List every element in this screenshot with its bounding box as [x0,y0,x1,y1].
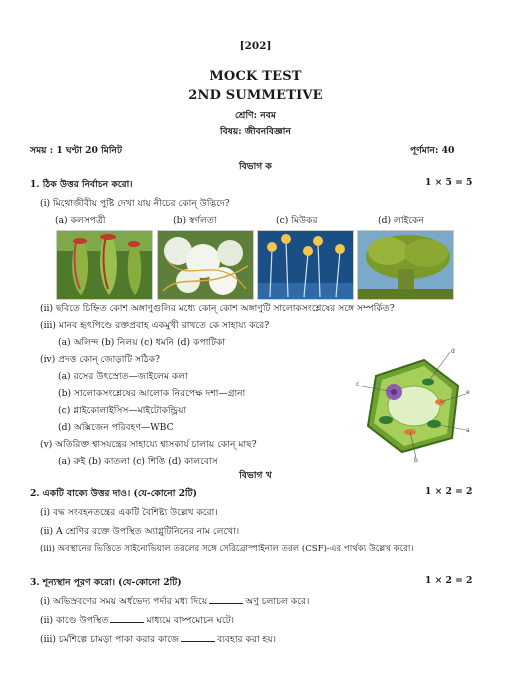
q2-text: একটি বাক্যে উত্তর দাও। (যে-কোনো 2টি) [42,488,197,499]
q1-item-iv: (iv) প্রদত্ত কোন্ জোড়াটি সঠিক? [40,354,160,365]
q3-item-ii: (ii) কাণ্ডে উপস্থিত মাধ্যমে বাষ্পমোচন ঘটে। [40,615,235,626]
time-label: সময় : 1 ঘণ্টা 20 মিনিট [30,145,122,156]
title-summative: 2ND SUMMETIVE [188,88,323,103]
q1-item-v: (v) অতিরিক্ত শ্বাসযন্ত্রের সাহায্যে শ্বাসকার্য চালায় কোন্ মাছ? [40,439,257,450]
q1iii-options: (a) অলিন্দ (b) নিলয় (c) ধমনি (d) কপাটিকা [58,337,226,348]
plant-cell-diagram [354,346,472,462]
q1v-options: (a) রুই (b) কাতলা (c) শিঙি (d) কালবোস [58,456,218,467]
fill-blank [181,633,215,642]
q1i-option-c: (c) মিউকর [276,215,318,226]
class-label: শ্রেণি: নবম [235,110,276,121]
section-b-heading: বিভাগ খ [239,470,272,481]
q2-number: 2. [30,488,40,499]
section-a-heading: বিভাগ ক [239,161,272,172]
cell-label-b: b [414,457,418,462]
full-marks: পূর্ণমান: 40 [410,145,455,156]
q1-item-iii: (iii) মানব হৃৎপিণ্ডে রক্তপ্রবাহ একমুখী রাখতে কে সাহায্য করে? [40,320,270,331]
q2-marks: 1 × 2 = 2 [425,486,473,497]
q1iv-option-a: (a) রসের উৎস্রোত—জাইলেম কলা [58,371,188,382]
title-mock-test: MOCK TEST [209,69,302,84]
lichen-photo [357,230,454,300]
q3-marks: 1 × 2 = 2 [425,575,473,586]
q3-text: শূন্যস্থান পূরণ করো। (যে-কোনো 2টি) [42,577,182,588]
q1-marks: 1 × 5 = 5 [425,177,473,188]
q1i-option-a: (a) কলসপত্রী [55,215,106,226]
q2-heading [30,486,197,501]
paper-code: [202] [239,40,272,52]
mucor-photo [257,230,354,300]
q1iv-option-b: (b) সালোকসংশ্লেষের আলোক নিরপেক্ষ দশা—গ্রানা [58,388,246,399]
q1i-option-b: (b) স্বর্ণলতা [173,215,217,226]
subject-label: বিষয়: জীবনবিজ্ঞান [220,126,291,137]
q1-text: ঠিক উত্তর নির্বাচন করো। [42,179,133,190]
q3-item-iii: (iii) চর্মশিল্পে চামড়া পাকা করার কাজে ব্যবহার করা হয়। [40,634,277,645]
q2-item-i: (i) বদ্ধ সংবহনতন্ত্রের একটি বৈশিষ্ট্য উল্লেখ করো। [40,507,218,518]
q1-item-i: (i) মিথোজীবীয় পুষ্টি দেখা যায় নীচের কোন্ উদ্ভিদে? [40,198,230,209]
q3-item-i: (i) অভিস্রবণের সময় অর্ধভেদ্য পর্দার মধ্য দিয়ে অণু চলাচল করে। [40,596,310,607]
pitcher-plant-photo [56,230,153,300]
cell-label-a: a [466,427,470,434]
fill-blank [209,595,243,604]
cell-label-d: d [451,348,455,355]
q3-number: 3. [30,577,40,588]
q1-heading [30,177,133,192]
q2-item-iii: (iii) অবস্থানের ভিত্তিতে সাইনোভিয়াল তরলের সঙ্গে সেরিব্রোস্পাইনাল তরল (CSF)-এর পার্থক্য উল্লেখ করো। [40,544,414,554]
q1-number: 1. [30,179,40,190]
q1-item-ii: (ii) ছবিতে চিহ্নিত কোশ অঙ্গাণুগুলির মধ্যে কোন্ কোশ অঙ্গাণুটি সালোকসংশ্লেষের সঙ্গে সম্পর্কিত? [40,303,395,314]
q3-heading [30,575,182,590]
q1iv-option-d: (d) অক্সিজেন পরিবহণ—WBC [58,422,174,433]
dodder-photo [157,230,254,300]
q1iv-option-c: (c) গ্লাইকোলাইসিস—মাইটোকন্ড্রিয়া [58,405,187,416]
fill-blank [110,614,144,623]
q2-item-ii: (ii) A শ্রেণির রক্তে উপস্থিত অ্যাগ্লুটিনিনের নাম লেখো। [40,526,240,537]
cell-label-c: c [356,381,360,388]
q1i-option-d: (d) লাইকেন [378,215,424,226]
cell-label-e: e [466,389,470,396]
